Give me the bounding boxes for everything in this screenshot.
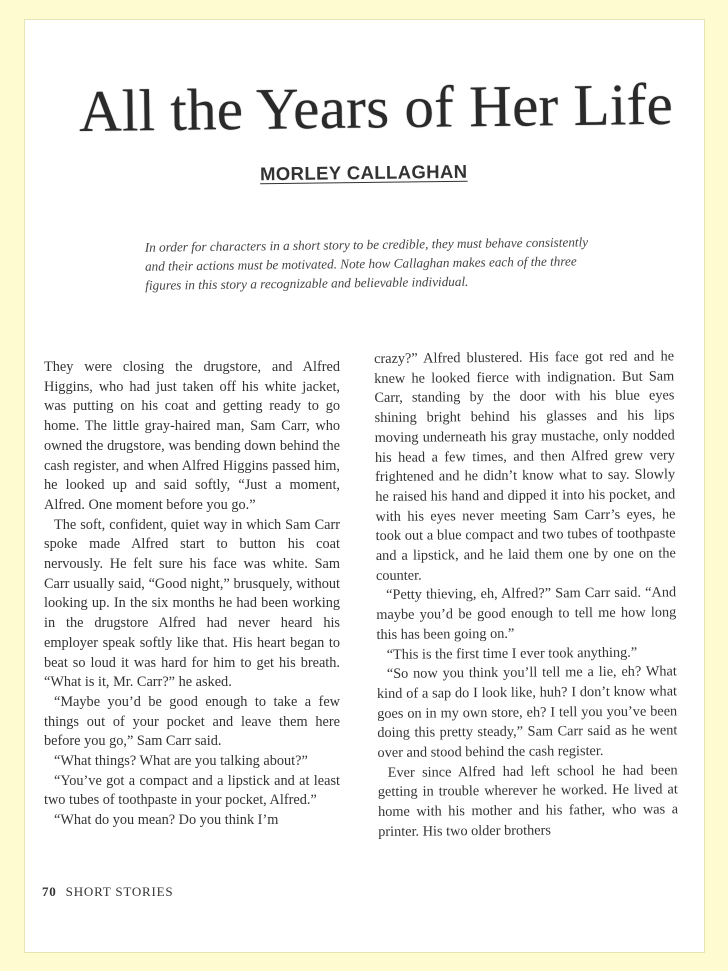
page-number: 70 bbox=[42, 884, 57, 899]
story-title: All the Years of Her Life bbox=[78, 70, 674, 144]
section-label: SHORT STORIES bbox=[65, 884, 174, 899]
paragraph: “Petty thieving, eh, Alfred?” Sam Carr said. “And maybe you’d be good enough to tell me how long this has been going on.” bbox=[376, 584, 677, 643]
intro-note: In order for characters in a short story to be credible, they must behave consistently and their actions must be motivated. Note how Callaghan makes each of the three figures in this story a recognizable and believable individual. bbox=[144, 234, 589, 293]
paragraph: “Maybe you’d be good enough to take a few things out of your pocket and leave them here before you go,” Sam Carr said. bbox=[44, 693, 340, 750]
paragraph: crazy?” Alfred blustered. His face got red and he knew he looked fierce with indignation. But Sam Carr, standing by the door with his blue eyes shining bright behind his glasses and his lips moving underneath his gray mustache, only nodded his head a few times, and then Alfred grew very frightened and he didn’t know what to say. Slowly he raised his hand and dipped it into his pocket, and with his eyes never meeting Sam Carr’s eyes, he took out a blue compact and two tubes of toothpaste and a lipstick, and he laid them one by one on the counter. bbox=[374, 348, 676, 584]
paragraph: “So now you think you’ll tell me a lie, eh? What kind of a sap do I look like, huh? I don’t know what goes on in my own store, eh? I tell you you’ve been doing this pretty steady,” Sam Carr said as he went over and stood behind the cash register. bbox=[376, 663, 678, 762]
paragraph: “You’ve got a compact and a lipstick and at least two tubes of toothpaste in your pocket, Alfred.” bbox=[44, 772, 340, 809]
text-column-right bbox=[374, 347, 678, 842]
text-column-left bbox=[44, 358, 340, 831]
paragraph: “What do you mean? Do you think I’m bbox=[54, 812, 279, 829]
page-folio bbox=[42, 884, 173, 900]
author-name: MORLEY CALLAGHAN bbox=[259, 160, 468, 185]
paragraph: The soft, confident, quiet way in which Sam Carr spoke made Alfred start to button his coat nervously. He felt sure his face was white. Sam Carr usually said, “Good night,” brusquely, without looking up. In the six months he had been working in the drugstore Alfred had never heard his employer speak softly like that. His heart began to beat so loud it was hard for him to get his breath. “What is it, Mr. Carr?” he asked. bbox=[44, 516, 340, 691]
paragraph: “What things? What are you talking about?” bbox=[54, 753, 308, 770]
paragraph: “This is the first time I ever took anything.” bbox=[386, 644, 638, 663]
paragraph: Ever since Alfred had left school he had been getting in trouble wherever he worked. He lived at home with his mother and his father, who was a printer. His two older brothers bbox=[377, 762, 679, 840]
book-page bbox=[24, 19, 705, 953]
paragraph: They were closing the drugstore, and Alfred Higgins, who had just taken off his white jacket, was putting on his coat and getting ready to go home. The little gray-haired man, Sam Carr, who owned the drugstore, was bending down behind the cash register, and when Alfred Higgins passed him, he looked up and said softly, “Just a moment, Alfred. One moment before you go.” bbox=[44, 359, 340, 513]
